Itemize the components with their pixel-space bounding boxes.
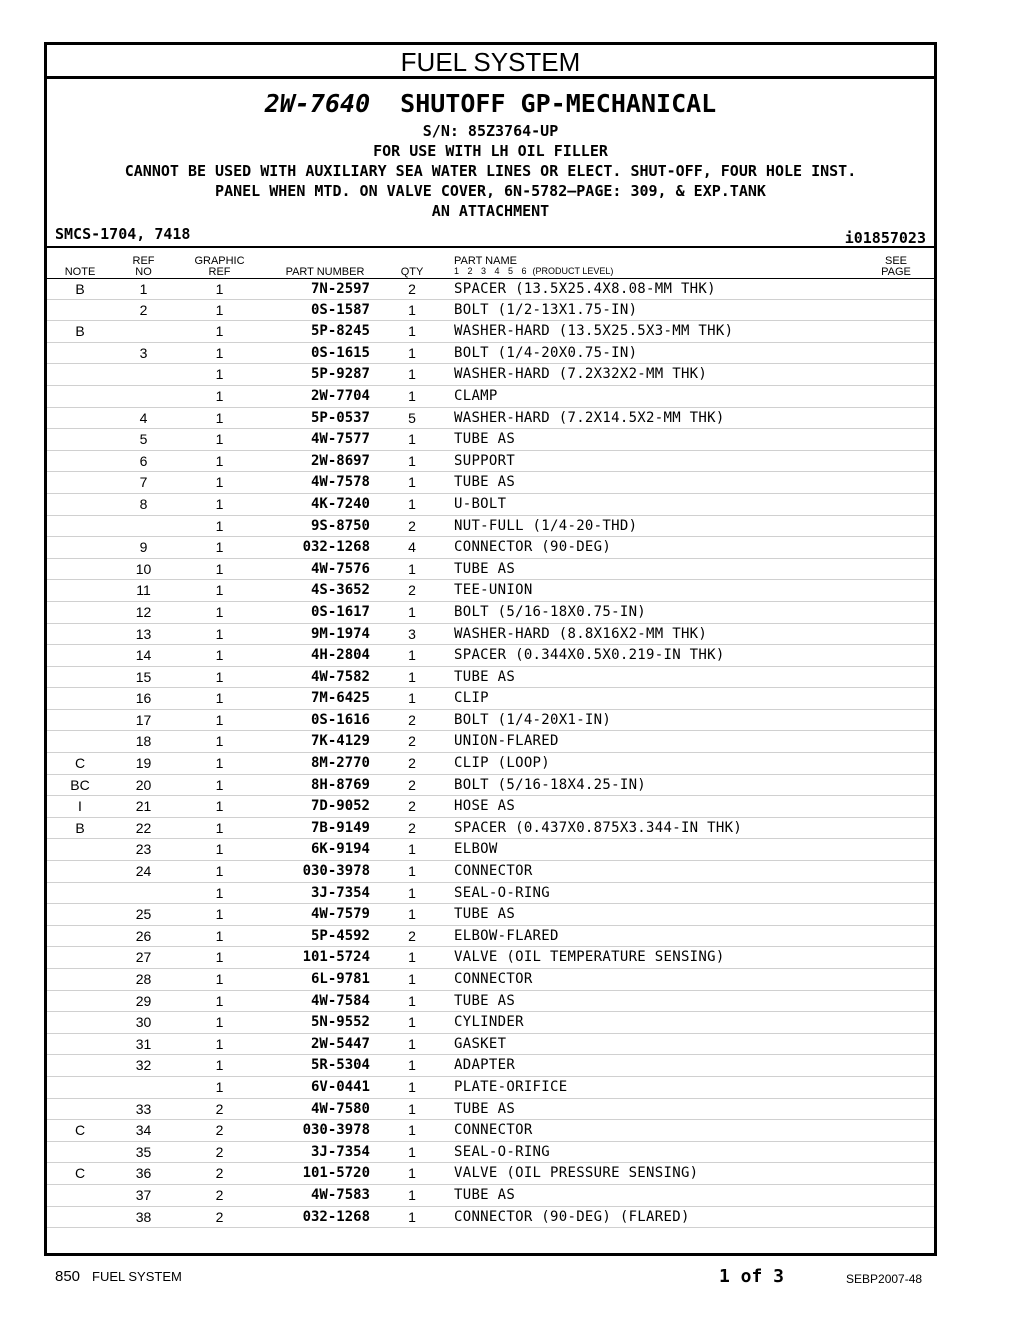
ref-no-cell: 17 xyxy=(135,711,152,728)
graphic-ref-cell: 1 xyxy=(215,971,224,987)
group-name: SHUTOFF GP-MECHANICAL xyxy=(400,89,717,118)
part-name-cell: CYLINDER xyxy=(454,1014,524,1031)
part-name-cell: SPACER (0.344X0.5X0.219-IN THK) xyxy=(454,647,725,664)
ref-no-cell: 36 xyxy=(135,1165,152,1182)
ref-no-cell: 26 xyxy=(135,927,152,944)
qty-cell: 1 xyxy=(408,863,416,880)
table-row xyxy=(47,1055,934,1077)
graphic-ref-cell: 2 xyxy=(215,1122,224,1139)
graphic-ref-cell: 1 xyxy=(215,301,224,318)
qty-cell: 2 xyxy=(408,819,416,836)
ref-no-cell: 11 xyxy=(136,582,151,599)
table-row xyxy=(47,1142,934,1164)
qty-cell: 1 xyxy=(408,1186,416,1203)
part-number-cell: 4W-7577 xyxy=(310,431,370,448)
graphic-ref-cell: 1 xyxy=(215,1014,224,1031)
col-part-number-header: PART NUMBER xyxy=(285,266,365,278)
ref-no-cell: 13 xyxy=(135,625,152,642)
part-number-cell: 5P-0537 xyxy=(310,409,370,426)
table-row xyxy=(47,926,934,948)
qty-cell: 1 xyxy=(408,344,416,361)
ref-no-cell: 1 xyxy=(139,281,148,297)
ref-no-cell: 21 xyxy=(135,798,152,815)
ref-no-cell: 4 xyxy=(139,409,148,426)
qty-cell: 1 xyxy=(408,387,416,404)
part-name-cell: BOLT (5/16-18X0.75-IN) xyxy=(454,603,647,620)
part-number-cell: 3J-7354 xyxy=(310,884,370,901)
col-qty-header: QTY xyxy=(400,266,424,278)
graphic-ref-cell: 1 xyxy=(215,560,224,577)
part-name-cell: VALVE (OIL TEMPERATURE SENSING) xyxy=(454,949,725,966)
part-number-cell: 7N-2597 xyxy=(310,281,370,297)
qty-cell: 1 xyxy=(408,495,416,512)
ref-no-cell: 37 xyxy=(135,1186,152,1203)
ref-no-cell: 38 xyxy=(135,1208,152,1225)
part-name-cell: CONNECTOR (90-DEG) (FLARED) xyxy=(454,1208,690,1225)
restriction-note-1: CANNOT BE USED WITH AUXILIARY SEA WATER LINES OR ELECT. SHUT-OFF, FOUR HOLE INST. xyxy=(124,162,857,180)
graphic-ref-cell: 1 xyxy=(215,647,224,664)
table-row xyxy=(47,364,934,386)
table-row xyxy=(47,796,934,818)
note-cell: C xyxy=(74,1122,86,1139)
part-name-cell: TUBE AS xyxy=(454,668,516,685)
qty-cell: 1 xyxy=(408,1143,416,1160)
part-number-cell: 5R-5304 xyxy=(310,1057,370,1074)
part-number-cell: 030-3978 xyxy=(302,1122,370,1139)
part-name-cell: BOLT (1/2-13X1.75-IN) xyxy=(454,301,638,318)
table-row xyxy=(47,451,934,473)
part-number-cell: 0S-1587 xyxy=(310,301,370,318)
part-number-cell: 4W-7579 xyxy=(310,906,370,923)
part-name-cell: SPACER (13.5X25.4X8.08-MM THK) xyxy=(454,281,716,297)
table-row xyxy=(47,710,934,732)
part-name-cell: CLIP (LOOP) xyxy=(454,755,551,772)
part-number-cell: 2W-5447 xyxy=(310,1035,370,1052)
part-number-cell: 0S-1617 xyxy=(310,603,370,620)
table-row xyxy=(47,731,934,753)
qty-cell: 1 xyxy=(408,647,416,664)
ref-no-cell: 23 xyxy=(135,841,152,858)
graphic-ref-cell: 1 xyxy=(215,582,224,599)
part-name-cell: BOLT (1/4-20X0.75-IN) xyxy=(454,344,638,361)
part-number-cell: 9S-8750 xyxy=(310,517,370,534)
part-number-cell: 9M-1974 xyxy=(310,625,370,642)
graphic-ref-cell: 1 xyxy=(215,841,224,858)
part-name-cell: WASHER-HARD (13.5X25.5X3-MM THK) xyxy=(454,323,734,340)
part-name-cell: TUBE AS xyxy=(454,560,516,577)
ref-no-cell: 14 xyxy=(135,647,152,664)
note-cell: C xyxy=(74,1165,86,1182)
table-row xyxy=(47,408,934,430)
part-number-cell: 032-1268 xyxy=(302,539,370,556)
ref-no-cell: 20 xyxy=(135,776,152,793)
table-row xyxy=(47,580,934,602)
qty-cell: 1 xyxy=(408,971,416,987)
part-name-cell: UNION-FLARED xyxy=(454,733,559,750)
part-number-cell: 6L-9781 xyxy=(310,971,370,987)
part-number-cell: 4W-7584 xyxy=(310,992,370,1009)
graphic-ref-cell: 1 xyxy=(215,1035,224,1052)
graphic-ref-cell: 1 xyxy=(215,884,224,901)
table-row xyxy=(47,1012,934,1034)
col-see-page-header: SEE PAGE xyxy=(881,255,911,278)
qty-cell: 5 xyxy=(408,409,416,426)
table-row xyxy=(47,688,934,710)
qty-cell: 1 xyxy=(408,452,416,469)
part-name-cell: CONNECTOR xyxy=(454,1122,533,1139)
graphic-ref-cell: 2 xyxy=(215,1143,224,1160)
table-row xyxy=(47,1207,934,1229)
qty-cell: 2 xyxy=(408,798,416,815)
part-number-cell: 4W-7583 xyxy=(310,1186,370,1203)
ref-no-cell: 16 xyxy=(135,690,152,707)
part-number-cell: 030-3978 xyxy=(302,863,370,880)
table-row xyxy=(47,645,934,667)
qty-cell: 1 xyxy=(408,431,416,448)
qty-cell: 2 xyxy=(408,776,416,793)
table-row xyxy=(47,753,934,775)
qty-cell: 2 xyxy=(408,582,416,599)
qty-cell: 1 xyxy=(408,474,416,491)
ref-no-cell: 5 xyxy=(139,431,148,448)
table-row xyxy=(47,321,934,343)
graphic-ref-cell: 1 xyxy=(215,625,224,642)
table-row xyxy=(47,559,934,581)
ref-no-cell: 27 xyxy=(135,949,152,966)
ref-no-cell: 35 xyxy=(135,1143,152,1160)
table-row xyxy=(47,883,934,905)
graphic-ref-cell: 1 xyxy=(215,755,224,772)
part-number-cell: 7K-4129 xyxy=(310,733,370,750)
ref-no-cell: 32 xyxy=(135,1057,152,1074)
part-name-cell: BOLT (5/16-18X4.25-IN) xyxy=(454,776,647,793)
part-name-cell: TUBE AS xyxy=(454,431,516,448)
col-ref-header: REF NO xyxy=(132,255,155,278)
ref-no-cell: 24 xyxy=(135,863,152,880)
table-row xyxy=(47,494,934,516)
graphic-ref-cell: 2 xyxy=(215,1100,224,1117)
graphic-ref-cell: 1 xyxy=(215,798,224,815)
table-row xyxy=(47,537,934,559)
ref-no-cell: 18 xyxy=(135,733,152,750)
part-number-cell: 6K-9194 xyxy=(310,841,370,858)
page-of: 1 of 3 xyxy=(719,1266,785,1287)
graphic-ref-cell: 1 xyxy=(215,387,224,404)
ref-no-cell: 15 xyxy=(135,668,152,685)
qty-cell: 2 xyxy=(408,711,416,728)
part-number-cell: 7B-9149 xyxy=(310,819,370,836)
qty-cell: 1 xyxy=(408,992,416,1009)
part-number-cell: 3J-7354 xyxy=(310,1143,370,1160)
restriction-note-3: AN ATTACHMENT xyxy=(431,202,550,220)
ref-no-cell: 31 xyxy=(135,1035,152,1052)
qty-cell: 1 xyxy=(408,668,416,685)
graphic-ref-cell: 2 xyxy=(215,1165,224,1182)
table-row xyxy=(47,1185,934,1207)
part-number-cell: 5P-9287 xyxy=(310,366,370,383)
part-name-cell: SEAL-O-RING xyxy=(454,884,551,901)
part-number-cell: 5P-8245 xyxy=(310,323,370,340)
part-name-cell: ELBOW xyxy=(454,841,498,858)
part-number-cell: 2W-7704 xyxy=(310,387,370,404)
graphic-ref-cell: 1 xyxy=(215,776,224,793)
qty-cell: 1 xyxy=(408,1078,416,1095)
table-row xyxy=(47,343,934,365)
graphic-ref-cell: 1 xyxy=(215,992,224,1009)
part-name-cell: TUBE AS xyxy=(454,1186,516,1203)
part-number-cell: 7M-6425 xyxy=(310,690,370,707)
graphic-ref-cell: 1 xyxy=(215,474,224,491)
qty-cell: 2 xyxy=(408,755,416,772)
note-cell: B xyxy=(75,281,85,297)
qty-cell: 1 xyxy=(408,603,416,620)
ref-no-cell: 3 xyxy=(139,344,148,361)
graphic-ref-cell: 1 xyxy=(215,1078,224,1095)
part-number-cell: 4W-7576 xyxy=(310,560,370,577)
part-number-cell: 101-5724 xyxy=(302,949,370,966)
part-name-cell: BOLT (1/4-20X1-IN) xyxy=(454,711,612,728)
table-row xyxy=(47,300,934,322)
qty-cell: 1 xyxy=(408,301,416,318)
part-name-cell: TEE-UNION xyxy=(454,582,533,599)
table-row xyxy=(47,818,934,840)
table-row xyxy=(47,472,934,494)
part-number-cell: 4W-7582 xyxy=(310,668,370,685)
ref-no-cell: 29 xyxy=(135,992,152,1009)
col-part-name-header: PART NAME xyxy=(454,255,517,267)
graphic-ref-cell: 2 xyxy=(215,1208,224,1225)
part-number-cell: 101-5720 xyxy=(302,1165,370,1182)
graphic-ref-cell: 1 xyxy=(215,819,224,836)
part-name-cell: WASHER-HARD (8.8X16X2-MM THK) xyxy=(454,625,708,642)
graphic-ref-cell: 1 xyxy=(215,539,224,556)
part-number-cell: 4S-3652 xyxy=(310,582,370,599)
col-graphic-ref-header: GRAPHIC REF xyxy=(194,255,245,278)
qty-cell: 4 xyxy=(408,539,416,556)
table-row xyxy=(47,969,934,991)
qty-cell: 1 xyxy=(408,323,416,340)
part-number-cell: 4H-2804 xyxy=(310,647,370,664)
qty-cell: 1 xyxy=(408,1208,416,1225)
graphic-ref-cell: 1 xyxy=(215,863,224,880)
part-number-cell: 0S-1615 xyxy=(310,344,370,361)
table-row xyxy=(47,991,934,1013)
footer-left xyxy=(55,1268,182,1285)
ref-no-cell: 7 xyxy=(139,474,148,491)
qty-cell: 1 xyxy=(408,841,416,858)
usage-note: FOR USE WITH LH OIL FILLER xyxy=(373,142,608,160)
graphic-ref-cell: 1 xyxy=(215,906,224,923)
ref-no-cell: 22 xyxy=(135,819,152,836)
table-row xyxy=(47,947,934,969)
graphic-ref-cell: 1 xyxy=(215,733,224,750)
part-name-cell: PLATE-ORIFICE xyxy=(454,1078,568,1095)
table-row xyxy=(47,839,934,861)
product-levels: 1 2 3 4 5 6 (PRODUCT LEVEL) xyxy=(454,266,614,276)
part-name-cell: CLAMP xyxy=(454,387,498,404)
part-number-cell: 4W-7580 xyxy=(310,1100,370,1117)
qty-cell: 1 xyxy=(408,884,416,901)
group-part-number: 2W-7640 xyxy=(264,89,371,118)
part-number-cell: 7D-9052 xyxy=(310,798,370,815)
table-row xyxy=(47,602,934,624)
graphic-ref-cell: 1 xyxy=(215,927,224,944)
qty-cell: 2 xyxy=(408,927,416,944)
parts-page-frame xyxy=(44,42,937,1256)
qty-cell: 1 xyxy=(408,1100,416,1117)
qty-cell: 1 xyxy=(408,366,416,383)
note-cell: B xyxy=(75,819,85,836)
part-name-cell: CONNECTOR xyxy=(454,863,533,880)
part-name-cell: SPACER (0.437X0.875X3.344-IN THK) xyxy=(454,819,743,836)
graphic-ref-cell: 1 xyxy=(215,409,224,426)
qty-cell: 2 xyxy=(408,733,416,750)
ref-no-cell: 9 xyxy=(139,539,148,556)
part-name-cell: NUT-FULL (1/4-20-THD) xyxy=(454,517,638,534)
part-name-cell: VALVE (OIL PRESSURE SENSING) xyxy=(454,1165,699,1182)
graphic-ref-cell: 1 xyxy=(215,690,224,707)
qty-cell: 1 xyxy=(408,560,416,577)
table-row xyxy=(47,516,934,538)
table-row xyxy=(47,429,934,451)
part-name-cell: TUBE AS xyxy=(454,474,516,491)
part-name-cell: SUPPORT xyxy=(454,452,516,469)
part-number-cell: 4W-7578 xyxy=(310,474,370,491)
smcs-code: SMCS-1704, 7418 xyxy=(55,225,191,243)
graphic-ref-cell: 1 xyxy=(215,517,224,534)
table-row xyxy=(47,1099,934,1121)
part-name-cell: HOSE AS xyxy=(454,798,516,815)
graphic-ref-cell: 1 xyxy=(215,603,224,620)
part-name-cell: TUBE AS xyxy=(454,906,516,923)
graphic-ref-cell: 1 xyxy=(215,1057,224,1074)
header-divider xyxy=(47,246,934,248)
part-number-cell: 8M-2770 xyxy=(310,755,370,772)
graphic-ref-cell: 1 xyxy=(215,281,224,297)
part-name-cell: CONNECTOR xyxy=(454,971,533,987)
qty-cell: 1 xyxy=(408,1165,416,1182)
graphic-ref-cell: 1 xyxy=(215,949,224,966)
graphic-ref-cell: 1 xyxy=(215,452,224,469)
part-number-cell: 032-1268 xyxy=(302,1208,370,1225)
qty-cell: 2 xyxy=(408,517,416,534)
note-cell: BC xyxy=(70,776,90,793)
part-name-cell: CONNECTOR (90-DEG) xyxy=(454,539,612,556)
part-name-cell: ELBOW-FLARED xyxy=(454,927,559,944)
ref-no-cell: 34 xyxy=(135,1122,152,1139)
graphic-ref-cell: 1 xyxy=(215,323,224,340)
table-row xyxy=(47,1120,934,1142)
note-cell: C xyxy=(74,755,86,772)
part-number-cell: 2W-8697 xyxy=(310,452,370,469)
part-number-cell: 8H-8769 xyxy=(310,776,370,793)
ref-no-cell: 30 xyxy=(135,1014,152,1031)
qty-cell: 1 xyxy=(408,1122,416,1139)
part-number-cell: 4K-7240 xyxy=(310,495,370,512)
qty-cell: 3 xyxy=(408,625,416,642)
qty-cell: 1 xyxy=(408,949,416,966)
table-row xyxy=(47,386,934,408)
qty-cell: 2 xyxy=(408,281,416,297)
graphic-ref-cell: 1 xyxy=(215,711,224,728)
part-number-cell: 0S-1616 xyxy=(310,711,370,728)
footer-section: FUEL SYSTEM xyxy=(92,1269,182,1284)
table-row xyxy=(47,861,934,883)
table-row xyxy=(47,667,934,689)
part-name-cell: TUBE AS xyxy=(454,1100,516,1117)
ref-no-cell: 33 xyxy=(135,1100,152,1117)
graphic-ref-cell: 1 xyxy=(215,431,224,448)
graphic-ref-cell: 1 xyxy=(215,495,224,512)
section-title: FUEL SYSTEM xyxy=(47,45,934,79)
graphic-ref-cell: 1 xyxy=(215,344,224,361)
part-name-cell: CLIP xyxy=(454,690,489,707)
part-name-cell: ADAPTER xyxy=(454,1057,516,1074)
table-row xyxy=(47,1077,934,1099)
part-number-cell: 6V-0441 xyxy=(310,1078,370,1095)
table-row xyxy=(47,624,934,646)
part-name-cell: SEAL-O-RING xyxy=(454,1143,551,1160)
table-row xyxy=(47,775,934,797)
note-cell: I xyxy=(78,798,82,815)
col-note-header: NOTE xyxy=(64,266,96,278)
ref-no-cell: 12 xyxy=(135,603,152,620)
qty-cell: 1 xyxy=(408,1057,416,1074)
qty-cell: 1 xyxy=(408,906,416,923)
table-row xyxy=(47,278,934,300)
qty-cell: 1 xyxy=(408,1014,416,1031)
table-row xyxy=(47,904,934,926)
part-name-cell: WASHER-HARD (7.2X14.5X2-MM THK) xyxy=(454,409,725,426)
part-name-cell: U-BOLT xyxy=(454,495,507,512)
ref-no-cell: 6 xyxy=(139,452,148,469)
part-name-cell: WASHER-HARD (7.2X32X2-MM THK) xyxy=(454,366,708,383)
part-number-cell: 5P-4592 xyxy=(310,927,370,944)
qty-cell: 1 xyxy=(408,690,416,707)
serial-range: S/N: 85Z3764-UP xyxy=(422,122,559,140)
part-name-cell: TUBE AS xyxy=(454,992,516,1009)
part-name-cell: GASKET xyxy=(454,1035,507,1052)
ref-no-cell: 19 xyxy=(135,755,152,772)
note-cell: B xyxy=(75,323,85,340)
parts-list xyxy=(47,278,934,1228)
part-number-cell: 5N-9552 xyxy=(310,1014,370,1031)
ref-no-cell: 2 xyxy=(139,301,148,318)
ref-no-cell: 8 xyxy=(139,495,148,512)
graphic-ref-cell: 2 xyxy=(215,1186,224,1203)
qty-cell: 1 xyxy=(408,1035,416,1052)
graphic-ref-cell: 1 xyxy=(215,366,224,383)
table-row xyxy=(47,1034,934,1056)
document-id: SEBP2007-48 xyxy=(846,1272,923,1286)
ref-no-cell: 10 xyxy=(135,560,152,577)
page-number: 850 xyxy=(55,1268,81,1285)
restriction-note-2: PANEL WHEN MTD. ON VALVE COVER, 6N-5782—PAGE: 309, & EXP.TANK xyxy=(215,182,766,200)
table-row xyxy=(47,1163,934,1185)
illustration-id: i01857023 xyxy=(844,229,926,247)
graphic-ref-cell: 1 xyxy=(215,668,224,685)
group-title xyxy=(47,89,934,119)
ref-no-cell: 25 xyxy=(135,906,152,923)
ref-no-cell: 28 xyxy=(135,971,152,987)
